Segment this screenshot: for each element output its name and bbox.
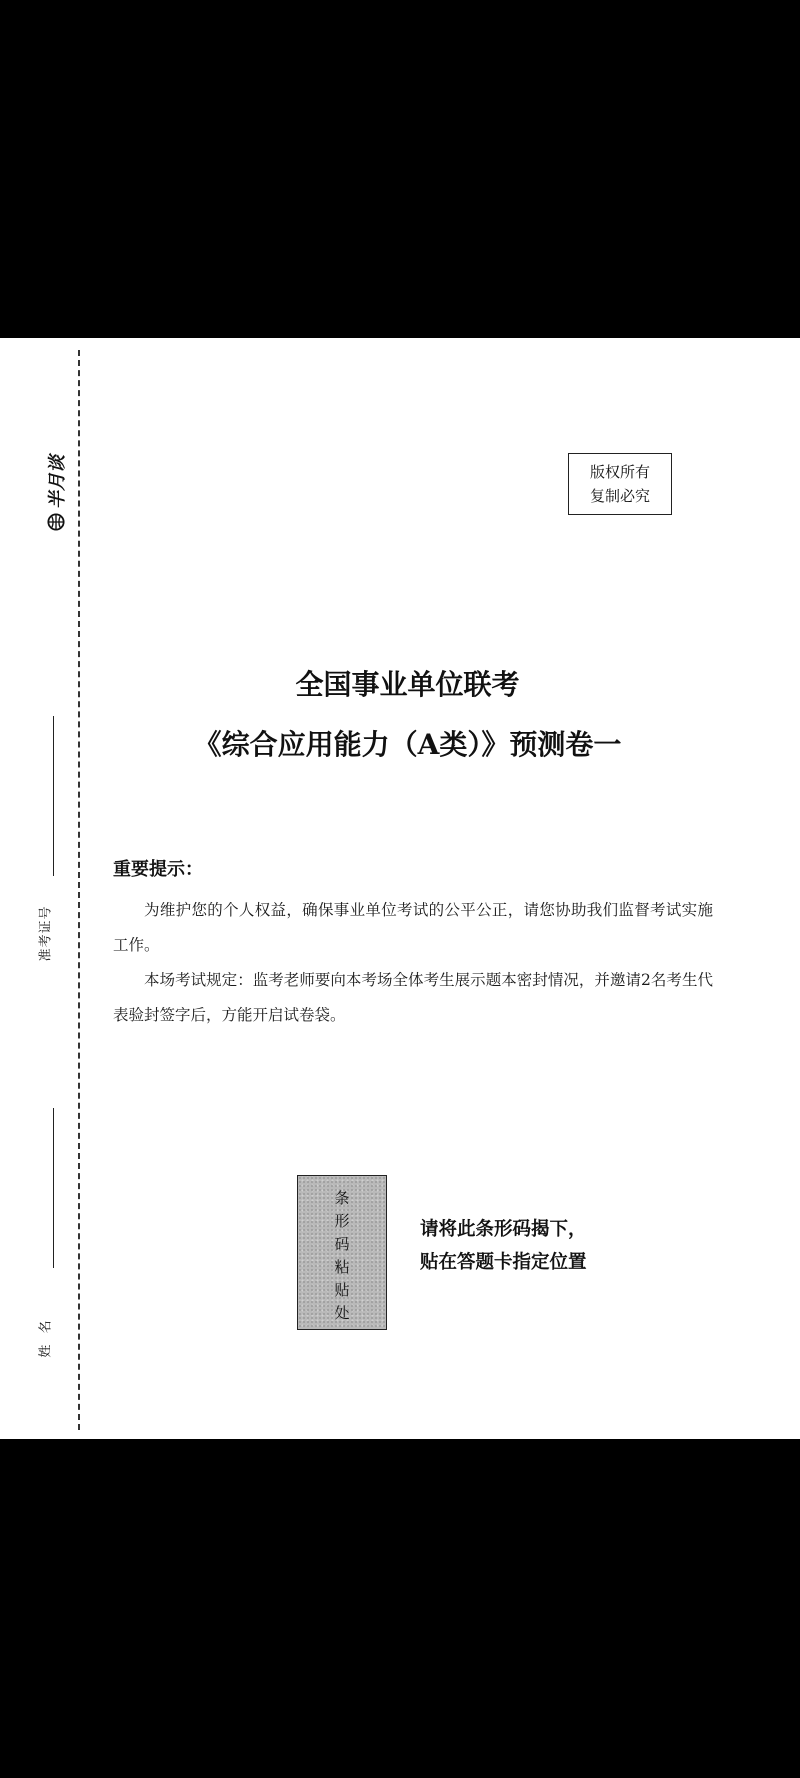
notice-paragraph-2: 本场考试规定：监考老师要向本考场全体考生展示题本密封情况，并邀请2名考生代表验封签字后，方能开启试卷袋。 <box>113 971 713 1024</box>
logo-text: 半月谈 <box>47 455 68 509</box>
barcode-instruction-line-2: 贴在答题卡指定位置 <box>420 1252 587 1273</box>
exam-id-write-line <box>53 716 54 876</box>
barcode-instruction <box>420 1213 587 1279</box>
notice-paragraph-1: 为维护您的个人权益，确保事业单位考试的公平公正，请您协助我们监督考试实施工作。 <box>113 901 713 954</box>
notice-heading: 重要提示： <box>113 859 203 880</box>
exam-id-label: 准考证号 <box>38 904 54 962</box>
notice-body <box>113 893 713 1033</box>
name-write-line <box>53 1108 54 1268</box>
copyright-line-1: 版权所有 <box>589 463 650 481</box>
exam-title-line-2: 《综合应用能力（A类）》预测卷一 <box>193 728 622 761</box>
barcode-area-label: 条形码粘贴处 <box>332 1190 351 1328</box>
exam-cover-page <box>0 338 800 1439</box>
bottom-black-bar <box>0 1439 800 1778</box>
copyright-line-2: 复制必究 <box>589 487 650 505</box>
exam-title-line-1: 全国事业单位联考 <box>295 668 520 701</box>
publisher-logo <box>24 448 88 538</box>
copyright-notice-box <box>568 453 672 515</box>
barcode-instruction-line-1: 请将此条形码揭下， <box>420 1219 587 1240</box>
top-black-bar <box>0 0 800 338</box>
globe-icon <box>47 513 65 531</box>
name-label: 姓 名 <box>38 1318 54 1358</box>
barcode-sticker-area <box>297 1175 387 1330</box>
